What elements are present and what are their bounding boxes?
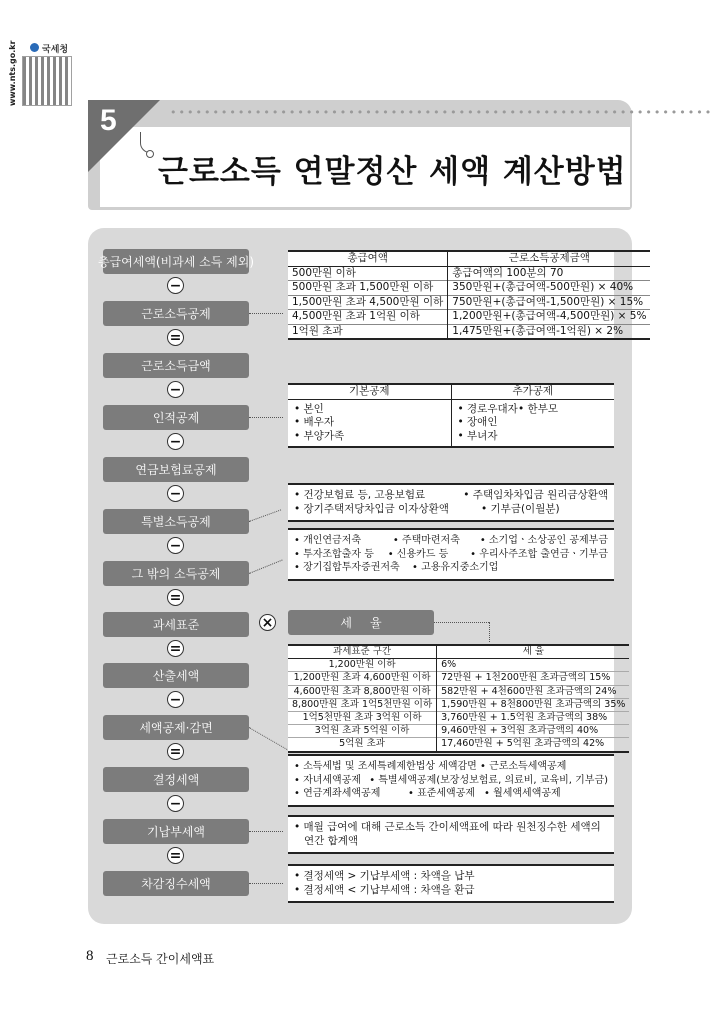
table-row: 500만원 이하 총급여액의 100분의 70 (288, 266, 650, 281)
column-header: 추가공제 (451, 384, 614, 399)
equals-icon: = (167, 589, 184, 606)
title-bullet-icon (146, 150, 154, 158)
flow-pension-deduction: 연금보험료공제 (103, 457, 249, 482)
header-dots: •••••••••••••••••••••••••••••••••••••••••••••••••••••••••••••••• (170, 106, 714, 119)
times-icon: × (259, 614, 276, 631)
equals-icon: = (167, 743, 184, 760)
table-row: 1,200만원 초과 4,600만원 이하 72만원 + 1천200만원 초과금액의 15% (288, 672, 629, 685)
connector (249, 313, 283, 314)
minus-icon: − (167, 381, 184, 398)
footer-title: 근로소득 간이세액표 (106, 952, 215, 966)
flow-personal-deduction: 인적공제 (103, 405, 249, 430)
connector (489, 622, 490, 642)
flow-calculated-tax: 산출세액 (103, 663, 249, 688)
nts-logo-icon (30, 43, 39, 52)
tax-credit-list: • 소득세법 및 조세특례제한법상 세액감면 • 근로소득세액공제 • 자녀세액공제 • 특별세액공제(보장성보험료, 의료비, 교육비, 기부금) • 연금계좌세액공제 • 표준세액공제 • 월세액세액공제 (288, 754, 614, 807)
column-header: 과세표준 구간 (288, 645, 437, 659)
flow-earned-income-deduction: 근로소득공제 (103, 301, 249, 326)
prepaid-tax-note: • 매월 급여에 대해 근로소득 간이세액표에 따라 원천징수한 세액의 연간 합계액 (288, 815, 614, 854)
minus-icon: − (167, 795, 184, 812)
table-row: • 본인 • 배우자 • 부양가족 • 경로우대자 • 한부모 • 장애인 • 부녀자 (288, 399, 614, 447)
site-url: www.nts.go.kr (8, 40, 17, 106)
page-number: 8 (86, 948, 94, 964)
table-row: 1억5천만원 초과 3억원 이하 3,760만원 + 1.5억원 초과금액의 38% (288, 712, 629, 725)
table-row: 1억원 초과 1,475만원+(총급여액-1억원) × 2% (288, 324, 650, 339)
table-row: 1,500만원 초과 4,500만원 이하 750만원+(총급여액-1,500만원) × 15% (288, 295, 650, 310)
table-row: 4,600만원 초과 8,800만원 이하 582만원 + 4천600만원 초과금액의 24% (288, 685, 629, 698)
flow-tax-base: 과세표준 (103, 612, 249, 637)
minus-icon: − (167, 433, 184, 450)
personal-deduction-table (288, 383, 614, 448)
page-title: 근로소득 연말정산 세액 계산방법 (158, 154, 627, 190)
minus-icon: − (167, 277, 184, 294)
other-income-deduction-list: • 개인연금저축 • 주택마련저축 • 소기업ㆍ소상공인 공제부금 • 투자조합출자 등 • 신용카드 등 • 우리사주조합 출연금ㆍ기부금 • 장기집합투자증권저축 • 고용유지중소기업 (288, 528, 614, 581)
org-label: 국세청 (42, 45, 69, 55)
flow-net-tax: 차감징수세액 (103, 871, 249, 896)
minus-icon: − (167, 691, 184, 708)
section-number: 5 (100, 104, 117, 137)
equals-icon: = (167, 640, 184, 657)
table-row: 8,800만원 초과 1억5천만원 이하 1,590만원 + 8천800만원 초과금액의 35% (288, 698, 629, 711)
net-tax-note: • 결정세액 > 기납부세액 : 차액을 납부 • 결정세액 < 기납부세액 : 차액을 환급 (288, 864, 614, 903)
flow-determined-tax: 결정세액 (103, 767, 249, 792)
flow-prepaid-tax: 기납부세액 (103, 819, 249, 844)
minus-icon: − (167, 537, 184, 554)
flow-tax-credit: 세액공제·감면 (103, 715, 249, 740)
special-income-deduction-list: • 건강보험료 등, 고용보험료 • 주택임차차입금 원리금상환액 • 장기주택저당차입금 이자상환액 • 기부금(이월분) (288, 483, 614, 522)
flow-special-income-deduction: 특별소득공제 (103, 509, 249, 534)
table-row: 3억원 초과 5억원 이하 9,460만원 + 3억원 초과금액의 40% (288, 725, 629, 738)
tax-rate-banner: 세율 (288, 610, 434, 635)
table-row: 1,200만원 이하 6% (288, 659, 629, 672)
qr-code-icon[interactable] (22, 56, 72, 106)
earned-income-deduction-table (288, 250, 647, 340)
column-header: 총급여액 (288, 251, 448, 266)
equals-icon: = (167, 847, 184, 864)
minus-icon: − (167, 485, 184, 502)
connector (249, 831, 283, 832)
flow-earned-income-amount: 근로소득금액 (103, 353, 249, 378)
column-header: 기본공제 (288, 384, 451, 399)
connector (249, 417, 283, 418)
table-row: 4,500만원 초과 1억원 이하 1,200만원+(총급여액-4,500만원) × 5% (288, 310, 650, 325)
equals-icon: = (167, 329, 184, 346)
flow-gross-salary: 총급여세액(비과세 소득 제외) (103, 249, 249, 274)
flow-other-income-deduction: 그 밖의 소득공제 (103, 561, 249, 586)
tax-rate-table (288, 644, 626, 753)
table-row: 500만원 초과 1,500만원 이하 350만원+(총급여액-500만원) × 40% (288, 281, 650, 296)
column-header: 근로소득공제금액 (448, 251, 651, 266)
connector (249, 883, 283, 884)
table-row: 5억원 초과 17,460만원 + 5억원 초과금액의 42% (288, 738, 629, 752)
column-header: 세 율 (437, 645, 630, 659)
connector (434, 622, 489, 623)
